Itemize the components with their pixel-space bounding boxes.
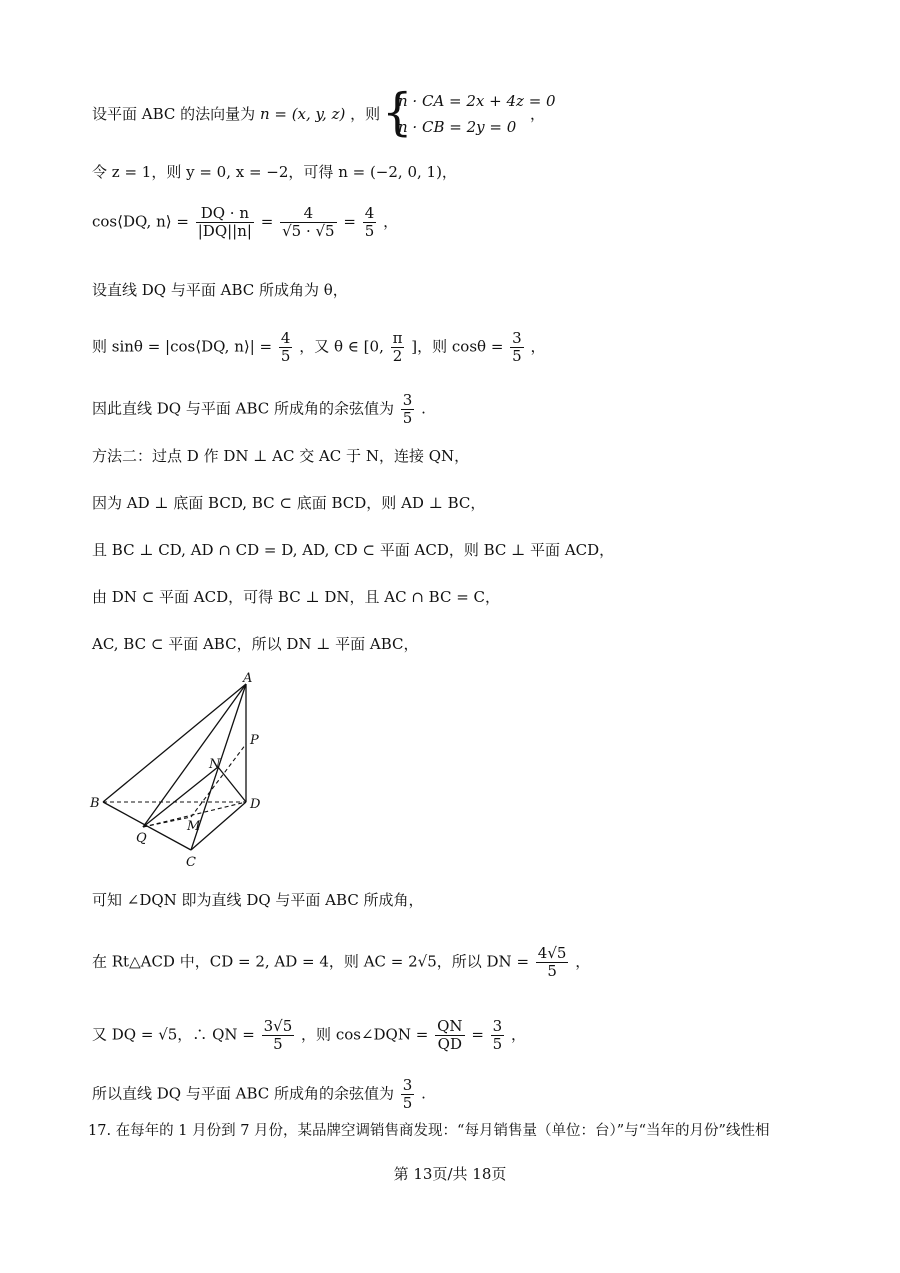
numerator: 3 — [402, 391, 413, 409]
equals: = — [343, 212, 356, 231]
sin-theta-line — [92, 330, 546, 365]
fraction — [279, 330, 293, 365]
fraction — [510, 330, 524, 365]
final-answer-line — [92, 1077, 426, 1112]
fraction — [536, 945, 569, 980]
edge-mp-dashed — [191, 744, 246, 817]
numerator: 4√5 — [537, 944, 567, 962]
punctuation: . — [421, 1084, 426, 1103]
numerator: 4 — [280, 205, 337, 223]
angle-line: 可知 ∠DQN 即为直线 DQ 与平面 ABC 所成角， — [92, 891, 424, 909]
fraction — [435, 1018, 464, 1053]
numerator: QN — [437, 1017, 463, 1035]
math-vector-n: n = (x, y, z) — [259, 105, 346, 123]
numerator: π — [392, 329, 403, 347]
denominator: 5 — [402, 1094, 413, 1112]
numerator: 3 — [402, 1076, 413, 1094]
sin-expression: 则 sinθ = |cos⟨DQ, n⟩| = — [92, 337, 273, 356]
proof-line: AC, BC ⊂ 平面 ABC，所以 DN ⊥ 平面 ABC， — [92, 635, 419, 653]
fraction — [401, 1077, 415, 1112]
denominator: 5 — [402, 409, 413, 427]
label-d: D — [250, 797, 261, 812]
label-b: B — [90, 796, 100, 811]
text-segment: 所以直线 DQ 与平面 ABC 所成角的余弦值为 — [92, 1084, 395, 1103]
rt-triangle-line — [92, 945, 590, 980]
normal-vector-line — [92, 104, 380, 124]
fraction — [363, 205, 377, 240]
punctuation: ， — [575, 952, 591, 971]
theta-range: ，又 θ ∈ [0, — [299, 337, 384, 356]
denominator: |DQ||n| — [197, 222, 252, 240]
text-segment: ，则 — [350, 105, 381, 123]
label-p: P — [250, 733, 259, 748]
proof-line: 因为 AD ⊥ 底面 BCD, BC ⊂ 底面 BCD，则 AD ⊥ BC， — [92, 494, 486, 512]
angle-theta-line: 设直线 DQ 与平面 ABC 所成角为 θ， — [92, 281, 348, 299]
fraction — [280, 205, 337, 240]
label-n: N — [209, 757, 221, 772]
fraction — [491, 1018, 505, 1053]
proof-line: 且 BC ⊥ CD, AD ∩ CD = D, AD, CD ⊂ 平面 ACD，则 BC ⊥ 平面 ACD， — [92, 541, 615, 559]
punctuation: . — [421, 399, 426, 418]
text-segment: 在 Rt△ACD 中，CD = 2, AD = 4，则 AC = 2√5，所以 DN = — [92, 952, 530, 971]
denominator: 5 — [492, 1035, 503, 1053]
let-z-line: 令 z = 1，则 y = 0, x = −2，可得 n = (−2, 0, 1)， — [92, 163, 457, 181]
denominator: 2 — [392, 347, 403, 365]
cos-theta: ]，则 cosθ = — [411, 337, 504, 356]
punctuation: ， — [530, 337, 546, 356]
problem-17-line: 17. 在每年的 1 月份到 7 月份，某品牌空调销售商发现：“每月销售量（单位：台）”与“当年的月份”线性相 — [88, 1123, 770, 1139]
numerator: 4 — [280, 329, 291, 347]
denominator: √5 · √5 — [282, 222, 335, 240]
denominator: 5 — [273, 1035, 283, 1053]
equals: = — [471, 1025, 484, 1044]
numerator: 3√5 — [263, 1017, 293, 1035]
fraction — [196, 205, 254, 240]
label-q: Q — [136, 831, 147, 846]
punctuation: ， — [530, 105, 546, 123]
punctuation: ， — [383, 212, 399, 231]
denominator: 5 — [547, 962, 557, 980]
fraction — [262, 1018, 295, 1053]
cosine-value-line — [92, 392, 426, 427]
text-segment: 因此直线 DQ 与平面 ABC 所成角的余弦值为 — [92, 399, 395, 418]
equation-row-2: n · CB = 2y = 0 — [398, 118, 517, 136]
method-two-line: 方法二：过点 D 作 DN ⊥ AC 交 AC 于 N，连接 QN， — [92, 447, 470, 465]
denominator: 5 — [512, 347, 522, 365]
equation-row-1: n · CA = 2x + 4z = 0 — [398, 92, 556, 110]
denominator: 5 — [280, 347, 291, 365]
equals: = — [260, 212, 274, 231]
label-m: M — [187, 819, 201, 834]
numerator: 3 — [512, 329, 522, 347]
fraction — [391, 330, 405, 365]
label-a: A — [243, 672, 253, 686]
page-number: 第 13页/共 18页 — [393, 1165, 507, 1183]
system-brace: { — [382, 82, 413, 142]
punctuation: ， — [511, 1025, 527, 1044]
denominator: QD — [437, 1035, 462, 1053]
cos-line — [92, 205, 398, 240]
text-segment: ，则 cos∠DQN = — [301, 1025, 429, 1044]
label-c: C — [186, 855, 196, 870]
numerator: DQ · n — [196, 205, 254, 223]
numerator: 3 — [492, 1017, 503, 1035]
edge-bc — [103, 802, 191, 850]
numerator: 4 — [364, 204, 375, 222]
fraction — [401, 392, 415, 427]
cos-expression: cos⟨DQ, n⟩ = — [92, 212, 189, 231]
edge-nd — [218, 767, 246, 802]
denominator: 5 — [364, 222, 375, 240]
text-segment: 设平面 ABC 的法向量为 — [92, 105, 256, 123]
proof-line: 由 DN ⊂ 平面 ACD，可得 BC ⊥ DN，且 AC ∩ BC = C， — [92, 588, 501, 606]
tetrahedron-figure — [88, 672, 278, 872]
qn-line — [92, 1018, 526, 1053]
text-segment: 又 DQ = √5，∴ QN = — [92, 1025, 255, 1044]
